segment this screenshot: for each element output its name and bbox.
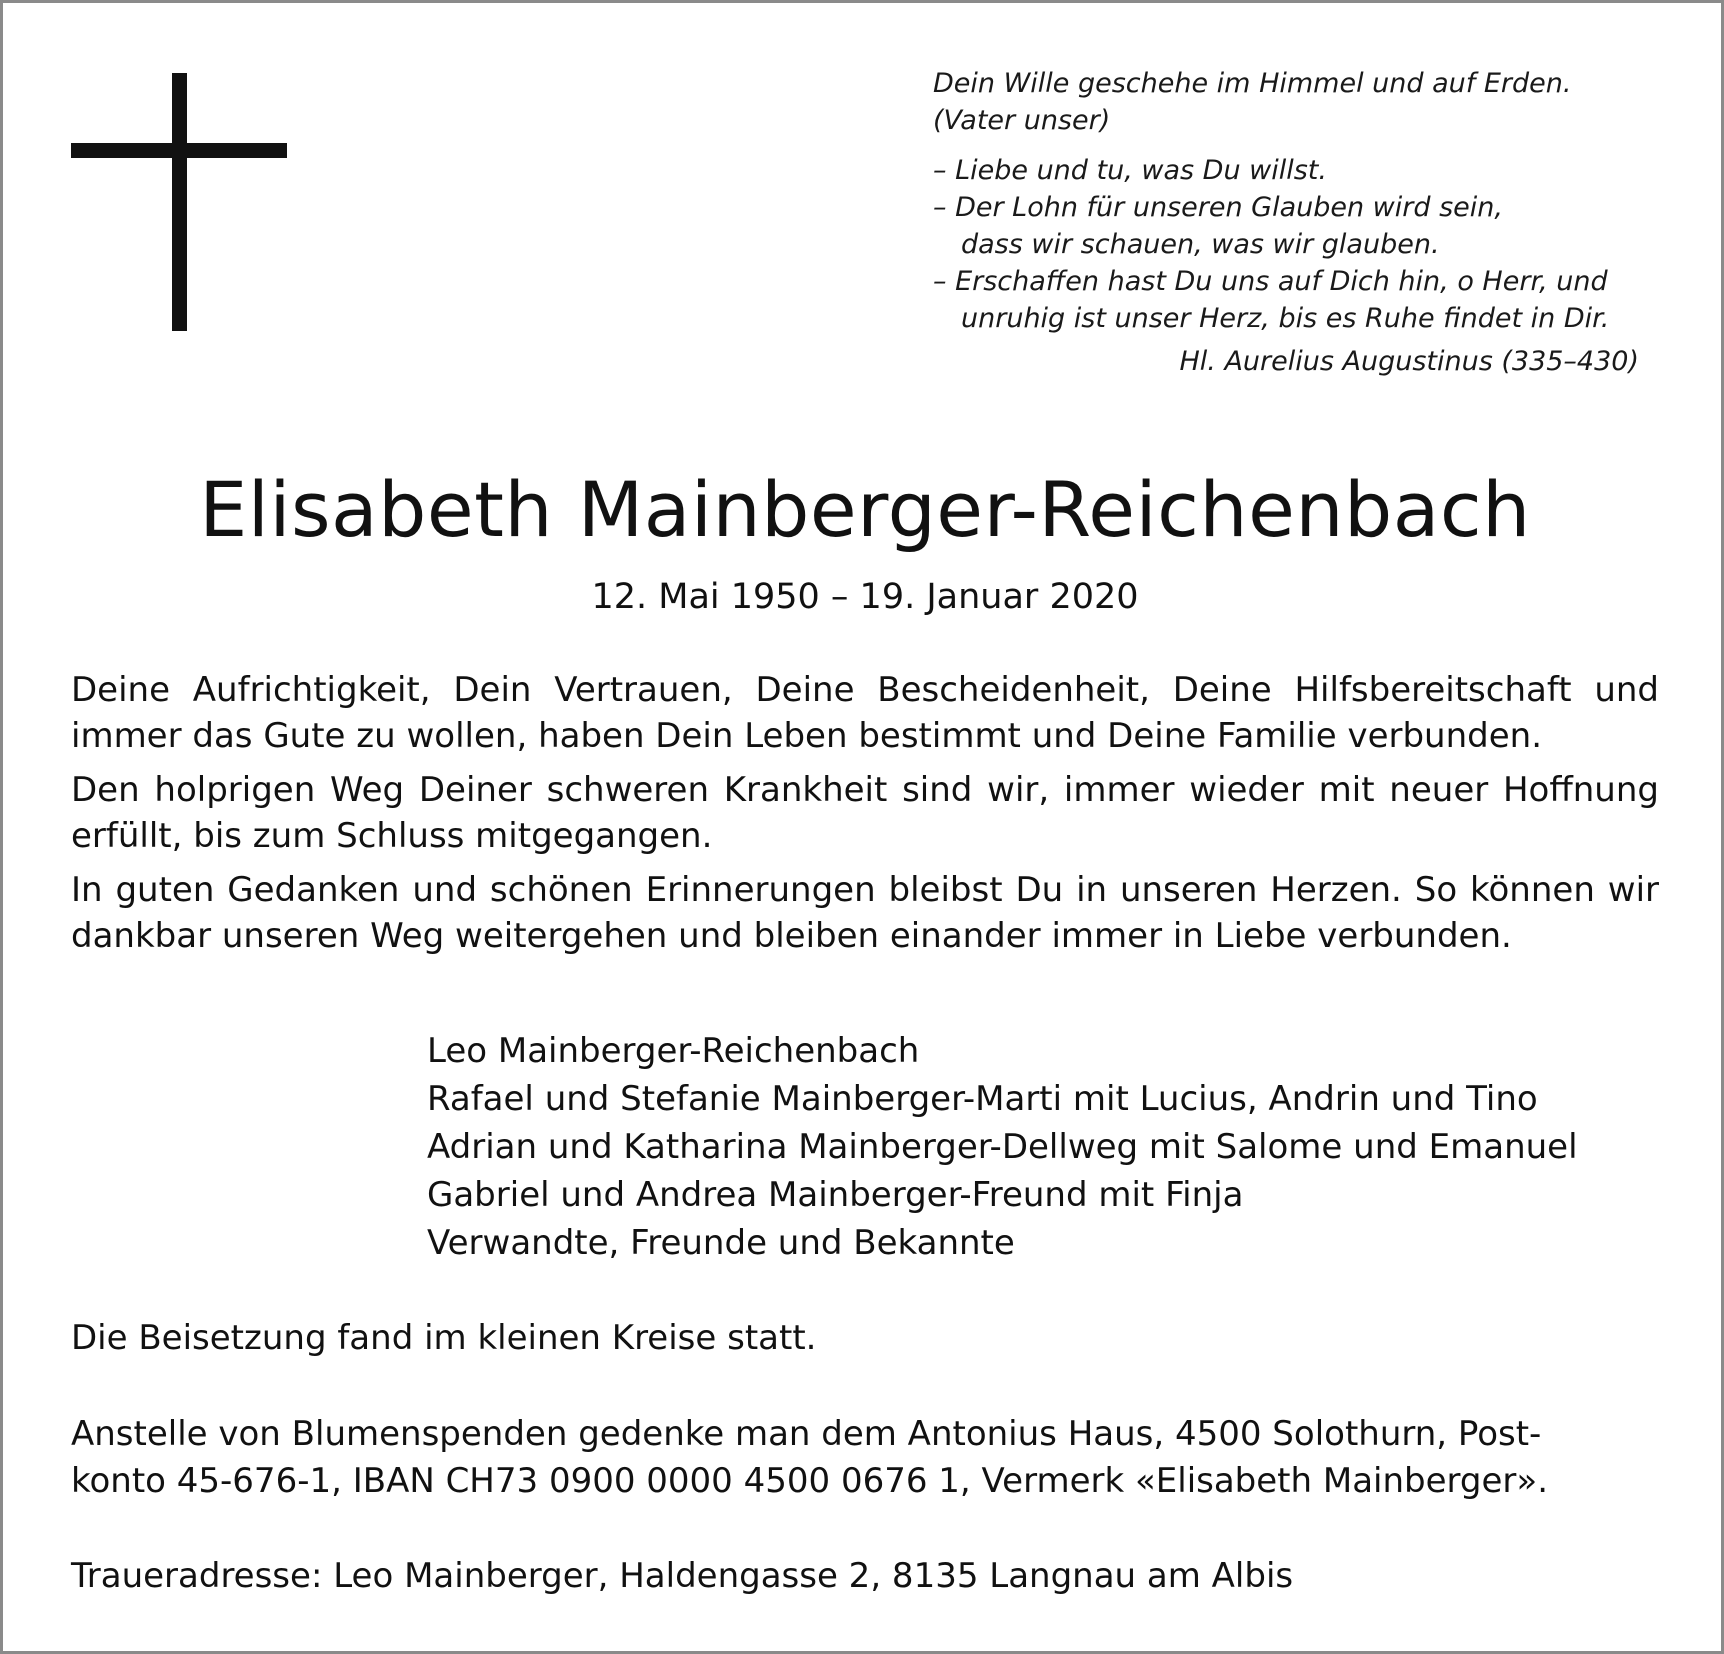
burial-note: Die Beisetzung fand im kleinen Kreise statt. — [71, 1318, 817, 1358]
tribute-paragraph: Deine Aufrichtigkeit, Dein Vertrauen, Deine Bescheidenheit, Deine Hilfsbereitschaft und immer das Gute zu wollen, haben Dein Leben bestimmt und Deine Familie verbunden. — [71, 670, 1659, 756]
tribute-paragraph: In guten Gedanken und schönen Erinnerungen bleibst Du in unseren Herzen. So können wir dankbar unseren Weg weitergehen und bleiben einander immer in Liebe verbunden. — [71, 870, 1659, 956]
cross-horizontal-bar — [71, 143, 287, 158]
epigraph — [933, 65, 1653, 380]
epigraph-author: Hl. Aurelius Augustinus (335–430) — [1179, 346, 1639, 377]
donation-note — [71, 1411, 1659, 1505]
life-dates: 12. Mai 1950 – 19. Januar 2020 — [591, 577, 1139, 617]
epigraph-line: – Der Lohn für unseren Glauben wird sein, — [933, 192, 1503, 223]
epigraph-line: dass wir schauen, was wir glauben. — [961, 229, 1440, 260]
cross-icon — [71, 73, 287, 331]
epigraph-spacer — [933, 139, 1653, 152]
donation-line: konto 45-676-1, IBAN CH73 0900 0000 4500 0676 1, Vermerk «Elisabeth Mainberger». — [71, 1461, 1549, 1501]
donation-line: Anstelle von Blumenspenden gedenke man dem Antonius Haus, 4500 Solothurn, Post- — [71, 1414, 1542, 1454]
mourner-entry: Gabriel und Andrea Mainberger-Freund mit Finja — [427, 1175, 1244, 1215]
epigraph-line: – Liebe und tu, was Du willst. — [933, 155, 1327, 186]
tribute-paragraph: Den holprigen Weg Deiner schweren Krankheit sind wir, immer wieder mit neuer Hoffnung erfüllt, bis zum Schluss mitgegangen. — [71, 770, 1659, 856]
cross-vertical-bar — [172, 73, 187, 331]
mourners-list — [427, 1027, 1667, 1267]
mourning-address: Traueradresse: Leo Mainberger, Haldengasse 2, 8135 Langnau am Albis — [71, 1556, 1294, 1596]
epigraph-line: unruhig ist unser Herz, bis es Ruhe findet in Dir. — [961, 303, 1610, 334]
mourner-entry: Verwandte, Freunde und Bekannte — [427, 1223, 1015, 1263]
deceased-name: Elisabeth Mainberger-Reichenbach — [199, 465, 1531, 554]
epigraph-line: (Vater unser) — [933, 105, 1111, 136]
epigraph-line: – Erschaffen hast Du uns auf Dich hin, o Herr, und — [933, 266, 1608, 297]
epigraph-line: Dein Wille geschehe im Himmel und auf Erden. — [933, 68, 1572, 99]
mourner-entry: Adrian und Katharina Mainberger-Dellweg mit Salome und Emanuel — [427, 1127, 1578, 1167]
tribute-text — [71, 667, 1659, 967]
mourner-entry: Leo Mainberger-Reichenbach — [427, 1031, 920, 1071]
mourner-entry: Rafael und Stefanie Mainberger-Marti mit Lucius, Andrin und Tino — [427, 1079, 1538, 1119]
